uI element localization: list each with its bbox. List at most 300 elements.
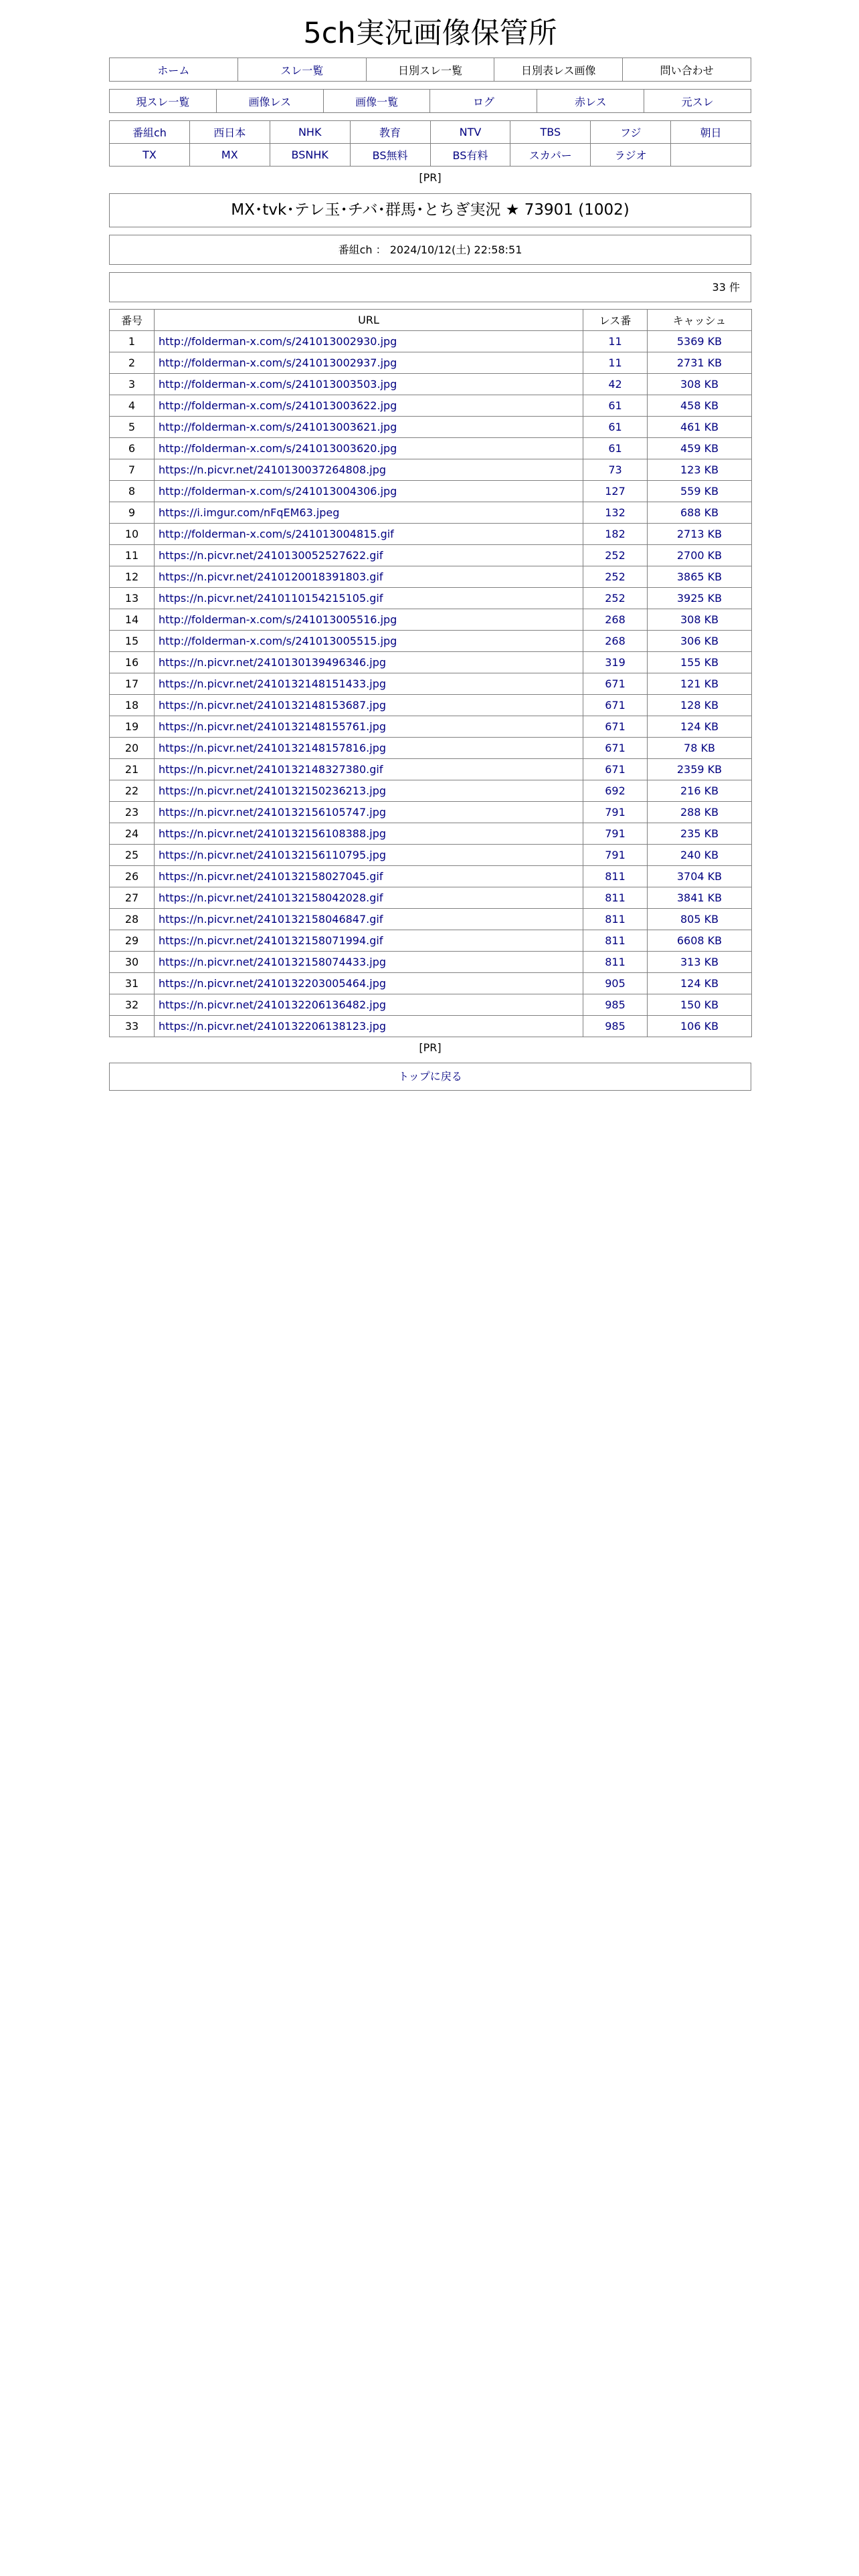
row-url-link[interactable]: http://folderman-x.com/s/241013005515.jpg — [159, 635, 397, 647]
row-url-cell[interactable] — [155, 866, 583, 887]
channel-link-bangumi[interactable]: 番組ch — [132, 126, 167, 139]
row-cache-size-cell[interactable] — [648, 524, 752, 545]
row-num-cell: 23 — [110, 802, 155, 823]
row-cache-size-cell[interactable] — [648, 352, 752, 374]
row-res-num-link[interactable]: 11 — [608, 356, 622, 369]
row-res-num-cell[interactable] — [583, 802, 648, 823]
row-url-link[interactable]: https://n.picvr.net/2410132158071994.gif — [159, 934, 383, 947]
row-num-cell: 27 — [110, 887, 155, 909]
row-cache-size-link[interactable]: 461 KB — [680, 421, 719, 433]
row-cache-size-link[interactable]: 6608 KB — [676, 934, 723, 947]
row-cache-size-cell[interactable] — [648, 631, 752, 652]
nav2-item-current-threads[interactable] — [110, 90, 217, 113]
row-res-num-cell[interactable] — [583, 652, 648, 673]
nav-item-daily-red-res-images: 日別表レス画像 — [494, 58, 623, 82]
row-url-cell[interactable] — [155, 973, 583, 994]
row-url-link[interactable]: https://n.picvr.net/2410132158042028.gif — [159, 891, 383, 904]
row-res-num-link[interactable]: 182 — [605, 528, 626, 540]
channel-nav — [109, 120, 751, 167]
table-row — [110, 331, 752, 352]
table-row — [110, 524, 752, 545]
table-row — [110, 952, 752, 973]
row-cache-size-cell[interactable] — [648, 952, 752, 973]
row-url-cell[interactable] — [155, 1016, 583, 1037]
row-cache-size-link[interactable]: 458 KB — [680, 399, 719, 412]
channel-cell[interactable] — [430, 144, 510, 167]
row-res-num-cell[interactable] — [583, 994, 648, 1016]
row-url-cell[interactable] — [155, 994, 583, 1016]
channel-cell[interactable] — [510, 144, 591, 167]
row-url-cell[interactable] — [155, 438, 583, 459]
row-num-cell: 5 — [110, 417, 155, 438]
channel-link-bs-paid[interactable]: BS有料 — [452, 149, 488, 162]
row-url-link[interactable]: https://n.picvr.net/2410132156108388.jpg — [159, 827, 387, 840]
channel-link-nishinihon[interactable]: 西日本 — [213, 126, 246, 139]
row-res-num-cell[interactable] — [583, 395, 648, 417]
row-num-cell: 24 — [110, 823, 155, 845]
header-num: 番号 — [110, 310, 155, 331]
row-url-link[interactable]: https://n.picvr.net/2410120018391803.gif — [159, 570, 383, 583]
row-url-cell[interactable] — [155, 566, 583, 588]
row-res-num-link[interactable]: 811 — [605, 934, 626, 947]
nav2-link-current-threads[interactable]: 現スレ一覧 — [136, 95, 190, 108]
row-num-cell: 3 — [110, 374, 155, 395]
pr-label: [PR] — [419, 1041, 442, 1054]
row-cache-size-cell[interactable] — [648, 673, 752, 695]
row-num-cell: 25 — [110, 845, 155, 866]
row-cache-size-link[interactable]: 78 KB — [684, 742, 715, 754]
table-row — [110, 823, 752, 845]
row-url-link[interactable]: https://n.picvr.net/2410130037264808.jpg — [159, 463, 387, 476]
row-url-cell[interactable] — [155, 930, 583, 952]
row-url-cell[interactable] — [155, 673, 583, 695]
table-row — [110, 930, 752, 952]
row-res-num-cell[interactable] — [583, 973, 648, 994]
row-res-num-link[interactable]: 671 — [605, 720, 626, 733]
nav2-item-red-res[interactable] — [537, 90, 644, 113]
thread-info — [109, 235, 751, 265]
nav2-link-image-list[interactable]: 画像一覧 — [355, 95, 399, 108]
channel-link-bs-free[interactable]: BS無料 — [372, 149, 408, 162]
row-url-link[interactable]: https://n.picvr.net/2410132206136482.jpg — [159, 998, 387, 1011]
row-cache-size-cell[interactable] — [648, 566, 752, 588]
row-url-link[interactable]: https://n.picvr.net/2410132206138123.jpg — [159, 1020, 387, 1033]
channel-row-1 — [110, 121, 751, 144]
row-cache-size-link[interactable]: 128 KB — [680, 699, 719, 712]
row-cache-size-cell[interactable] — [648, 716, 752, 738]
row-res-num-link[interactable]: 905 — [605, 977, 626, 990]
row-cache-size-cell[interactable] — [648, 973, 752, 994]
row-cache-size-link[interactable]: 288 KB — [680, 806, 719, 819]
nav-item-home[interactable] — [110, 58, 238, 82]
row-url-link[interactable]: https://n.picvr.net/2410132148327380.gif — [159, 763, 383, 776]
table-row — [110, 759, 752, 780]
channel-cell[interactable] — [510, 121, 591, 144]
image-table-header — [110, 310, 752, 331]
row-res-num-cell[interactable] — [583, 417, 648, 438]
nav-link-thread-list[interactable]: スレ一覧 — [280, 64, 324, 77]
row-url-cell[interactable] — [155, 609, 583, 631]
row-cache-size-cell[interactable] — [648, 481, 752, 502]
row-cache-size-link[interactable]: 3925 KB — [676, 592, 723, 605]
row-num-cell: 16 — [110, 652, 155, 673]
row-res-num-cell[interactable] — [583, 909, 648, 930]
row-res-num-cell[interactable] — [583, 502, 648, 524]
row-cache-size-cell[interactable] — [648, 780, 752, 802]
row-res-num-cell[interactable] — [583, 481, 648, 502]
nav2-link-image-res[interactable]: 画像レス — [248, 95, 291, 108]
row-res-num-link[interactable]: 671 — [605, 763, 626, 776]
row-res-num-cell[interactable] — [583, 459, 648, 481]
row-res-num-link[interactable]: 692 — [605, 784, 626, 797]
table-row — [110, 652, 752, 673]
row-url-cell[interactable] — [155, 652, 583, 673]
row-res-num-link[interactable]: 791 — [605, 827, 626, 840]
row-url-link[interactable]: https://n.picvr.net/2410132158074433.jpg — [159, 956, 387, 968]
row-url-link[interactable]: https://n.picvr.net/2410132148155761.jpg — [159, 720, 387, 733]
table-row — [110, 502, 752, 524]
row-res-num-cell[interactable] — [583, 524, 648, 545]
row-cache-size-cell[interactable] — [648, 502, 752, 524]
row-cache-size-link[interactable]: 308 KB — [680, 378, 719, 391]
row-url-cell[interactable] — [155, 502, 583, 524]
info-separator: ： — [375, 243, 387, 256]
row-url-link[interactable]: http://folderman-x.com/s/241013004815.gif — [159, 528, 394, 540]
row-res-num-cell[interactable] — [583, 609, 648, 631]
row-cache-size-cell[interactable] — [648, 374, 752, 395]
row-url-link[interactable]: https://n.picvr.net/2410132148151433.jpg — [159, 677, 387, 690]
channel-link-asahi[interactable]: 朝日 — [700, 126, 722, 139]
row-url-link[interactable]: https://n.picvr.net/2410132158046847.gif — [159, 913, 383, 926]
channel-link-mx[interactable]: MX — [221, 148, 238, 161]
row-cache-size-link[interactable]: 3704 KB — [676, 870, 723, 883]
row-res-num-cell[interactable] — [583, 845, 648, 866]
row-cache-size-link[interactable]: 124 KB — [680, 720, 719, 733]
row-res-num-link[interactable]: 791 — [605, 806, 626, 819]
row-cache-size-link[interactable]: 2700 KB — [676, 549, 723, 562]
row-url-link[interactable]: https://n.picvr.net/2410130052527622.gif — [159, 549, 383, 562]
channel-cell[interactable] — [591, 121, 671, 144]
row-cache-size-link[interactable]: 2359 KB — [676, 763, 723, 776]
row-url-cell[interactable] — [155, 417, 583, 438]
row-num-cell: 13 — [110, 588, 155, 609]
row-num-cell: 33 — [110, 1016, 155, 1037]
row-cache-size-cell[interactable] — [648, 438, 752, 459]
row-res-num-link[interactable]: 127 — [605, 485, 626, 498]
row-url-cell[interactable] — [155, 759, 583, 780]
row-cache-size-link[interactable]: 2713 KB — [676, 528, 723, 540]
row-cache-size-link[interactable]: 306 KB — [680, 635, 719, 647]
row-num-cell: 31 — [110, 973, 155, 994]
row-res-num-cell[interactable] — [583, 566, 648, 588]
channel-row-2 — [110, 144, 751, 167]
table-row — [110, 994, 752, 1016]
row-num-cell: 1 — [110, 331, 155, 352]
row-num-cell: 14 — [110, 609, 155, 631]
row-cache-size-link[interactable]: 559 KB — [680, 485, 719, 498]
table-row — [110, 438, 752, 459]
nav2-link-source-thread[interactable]: 元スレ — [681, 95, 714, 108]
row-res-num-link[interactable]: 811 — [605, 956, 626, 968]
row-url-link[interactable]: https://n.picvr.net/2410130139496346.jpg — [159, 656, 387, 669]
row-cache-size-cell[interactable] — [648, 738, 752, 759]
row-res-num-link[interactable]: 61 — [608, 421, 622, 433]
row-res-num-link[interactable]: 268 — [605, 635, 626, 647]
row-cache-size-cell[interactable] — [648, 845, 752, 866]
row-url-cell[interactable] — [155, 331, 583, 352]
row-cache-size-link[interactable]: 235 KB — [680, 827, 719, 840]
channel-link-tbs[interactable]: TBS — [540, 126, 561, 138]
channel-link-radio[interactable]: ラジオ — [614, 149, 647, 162]
row-res-num-cell[interactable] — [583, 1016, 648, 1037]
row-url-link[interactable]: http://folderman-x.com/s/241013003620.jpg — [159, 442, 397, 455]
channel-link-bsnhk[interactable]: BSNHK — [291, 148, 328, 161]
row-cache-size-cell[interactable] — [648, 695, 752, 716]
row-url-link[interactable]: http://folderman-x.com/s/241013003503.jpg — [159, 378, 397, 391]
row-url-link[interactable]: https://n.picvr.net/2410132156105747.jpg — [159, 806, 387, 819]
back-to-top-box — [109, 1063, 751, 1091]
channel-cell[interactable] — [350, 121, 430, 144]
row-res-num-link[interactable]: 811 — [605, 870, 626, 883]
row-url-cell[interactable] — [155, 952, 583, 973]
row-cache-size-cell[interactable] — [648, 459, 752, 481]
site-title: 5ch実況画像保管所 — [303, 17, 557, 50]
row-url-cell[interactable] — [155, 481, 583, 502]
row-res-num-link[interactable]: 61 — [608, 399, 622, 412]
row-res-num-cell[interactable] — [583, 930, 648, 952]
row-cache-size-link[interactable]: 240 KB — [680, 849, 719, 861]
nav2-link-log[interactable]: ログ — [472, 95, 494, 108]
row-cache-size-cell[interactable] — [648, 652, 752, 673]
row-num-cell: 7 — [110, 459, 155, 481]
row-cache-size-link[interactable]: 150 KB — [680, 998, 719, 1011]
row-res-num-cell[interactable] — [583, 823, 648, 845]
row-res-num-link[interactable]: 252 — [605, 570, 626, 583]
thread-datetime: 2024/10/12(土) 22:58:51 — [389, 243, 522, 256]
nav2-link-red-res[interactable]: 赤レス — [574, 95, 607, 108]
nav-item-daily-thread-list: 日別スレ一覧 — [366, 58, 494, 82]
channel-link-skyperfect[interactable]: スカパー — [529, 149, 572, 162]
row-res-num-link[interactable]: 268 — [605, 613, 626, 626]
row-res-num-link[interactable]: 11 — [608, 335, 622, 348]
row-res-num-cell[interactable] — [583, 738, 648, 759]
row-cache-size-link[interactable]: 124 KB — [680, 977, 719, 990]
row-url-cell[interactable] — [155, 909, 583, 930]
nav-item-thread-list[interactable] — [237, 58, 366, 82]
row-url-cell[interactable] — [155, 823, 583, 845]
channel-link-nhk[interactable]: NHK — [298, 126, 322, 138]
row-res-num-cell[interactable] — [583, 695, 648, 716]
table-row — [110, 374, 752, 395]
row-url-cell[interactable] — [155, 887, 583, 909]
channel-cell[interactable] — [270, 144, 350, 167]
row-url-link[interactable]: https://n.picvr.net/2410132156110795.jpg — [159, 849, 387, 861]
row-cache-size-link[interactable]: 308 KB — [680, 613, 719, 626]
row-res-num-link[interactable]: 252 — [605, 592, 626, 605]
table-row — [110, 588, 752, 609]
row-cache-size-link[interactable]: 805 KB — [680, 913, 719, 926]
row-num-cell: 9 — [110, 502, 155, 524]
row-url-cell[interactable] — [155, 631, 583, 652]
row-cache-size-cell[interactable] — [648, 909, 752, 930]
row-res-num-link[interactable]: 985 — [605, 1020, 626, 1033]
back-to-top-link[interactable]: トップに戻る — [398, 1070, 462, 1083]
nav-link-home[interactable]: ホーム — [157, 64, 190, 77]
row-res-num-cell[interactable] — [583, 673, 648, 695]
row-res-num-cell[interactable] — [583, 716, 648, 738]
nav2-item-log[interactable] — [430, 90, 537, 113]
row-url-link[interactable]: http://folderman-x.com/s/241013003621.jpg — [159, 421, 397, 433]
channel-link-ntv[interactable]: NTV — [459, 126, 482, 138]
table-row — [110, 887, 752, 909]
row-cache-size-cell[interactable] — [648, 994, 752, 1016]
channel-cell[interactable] — [350, 144, 430, 167]
row-url-link[interactable]: http://folderman-x.com/s/241013002930.jpg — [159, 335, 397, 348]
row-res-num-link[interactable]: 985 — [605, 998, 626, 1011]
channel-cell[interactable] — [671, 121, 751, 144]
channel-cell-empty — [671, 144, 751, 167]
board-label: 番組ch — [338, 243, 373, 256]
table-row — [110, 481, 752, 502]
row-res-num-cell[interactable] — [583, 331, 648, 352]
row-res-num-link[interactable]: 319 — [605, 656, 626, 669]
row-res-num-link[interactable]: 671 — [605, 742, 626, 754]
row-url-cell[interactable] — [155, 459, 583, 481]
channel-link-kyoiku[interactable]: 教育 — [379, 126, 401, 139]
row-url-cell[interactable] — [155, 545, 583, 566]
row-url-link[interactable]: http://folderman-x.com/s/241013003622.jpg — [159, 399, 397, 412]
row-url-cell[interactable] — [155, 524, 583, 545]
row-url-cell[interactable] — [155, 352, 583, 374]
row-url-link[interactable]: https://n.picvr.net/2410132158027045.gif — [159, 870, 383, 883]
row-res-num-cell[interactable] — [583, 952, 648, 973]
row-res-num-cell[interactable] — [583, 374, 648, 395]
row-cache-size-link[interactable]: 2731 KB — [676, 356, 723, 369]
image-table — [109, 309, 752, 1037]
row-num-cell: 6 — [110, 438, 155, 459]
row-res-num-link[interactable]: 811 — [605, 913, 626, 926]
row-cache-size-cell[interactable] — [648, 417, 752, 438]
row-res-num-cell[interactable] — [583, 759, 648, 780]
row-cache-size-link[interactable]: 459 KB — [680, 442, 719, 455]
row-res-num-link[interactable]: 671 — [605, 677, 626, 690]
row-res-num-cell[interactable] — [583, 438, 648, 459]
row-cache-size-cell[interactable] — [648, 823, 752, 845]
row-url-cell[interactable] — [155, 695, 583, 716]
row-cache-size-cell[interactable] — [648, 545, 752, 566]
row-cache-size-cell[interactable] — [648, 759, 752, 780]
row-cache-size-cell[interactable] — [648, 802, 752, 823]
table-row — [110, 866, 752, 887]
row-res-num-cell[interactable] — [583, 352, 648, 374]
row-cache-size-cell[interactable] — [648, 588, 752, 609]
channel-cell[interactable] — [430, 121, 510, 144]
row-res-num-link[interactable]: 42 — [608, 378, 622, 391]
row-url-cell[interactable] — [155, 374, 583, 395]
row-res-num-cell[interactable] — [583, 631, 648, 652]
row-res-num-cell[interactable] — [583, 866, 648, 887]
row-url-link[interactable]: http://folderman-x.com/s/241013002937.jpg — [159, 356, 397, 369]
row-url-cell[interactable] — [155, 802, 583, 823]
row-url-link[interactable]: https://n.picvr.net/2410132148153687.jpg — [159, 699, 387, 712]
row-res-num-cell[interactable] — [583, 780, 648, 802]
row-num-cell: 19 — [110, 716, 155, 738]
row-cache-size-cell[interactable] — [648, 395, 752, 417]
channel-link-tx[interactable]: TX — [142, 148, 157, 161]
table-row — [110, 1016, 752, 1037]
row-res-num-cell[interactable] — [583, 545, 648, 566]
row-res-num-link[interactable]: 671 — [605, 699, 626, 712]
row-url-cell[interactable] — [155, 395, 583, 417]
row-cache-size-link[interactable]: 3865 KB — [676, 570, 723, 583]
nav2-item-image-res[interactable] — [216, 90, 323, 113]
row-cache-size-cell[interactable] — [648, 887, 752, 909]
row-res-num-link[interactable]: 61 — [608, 442, 622, 455]
channel-cell[interactable] — [110, 121, 190, 144]
nav2-item-source-thread[interactable] — [644, 90, 751, 113]
row-num-cell: 10 — [110, 524, 155, 545]
channel-cell[interactable] — [591, 144, 671, 167]
row-cache-size-link[interactable]: 5369 KB — [676, 335, 723, 348]
row-cache-size-cell[interactable] — [648, 1016, 752, 1037]
channel-cell[interactable] — [189, 121, 270, 144]
table-row — [110, 395, 752, 417]
channel-link-fuji[interactable]: フジ — [620, 126, 642, 139]
row-res-num-link[interactable]: 252 — [605, 549, 626, 562]
row-res-num-cell[interactable] — [583, 588, 648, 609]
channel-cell[interactable] — [270, 121, 350, 144]
row-cache-size-link[interactable]: 121 KB — [680, 677, 719, 690]
row-cache-size-link[interactable]: 3841 KB — [676, 891, 723, 904]
row-res-num-link[interactable]: 791 — [605, 849, 626, 861]
row-cache-size-link[interactable]: 123 KB — [680, 463, 719, 476]
row-url-link[interactable]: http://folderman-x.com/s/241013005516.jpg — [159, 613, 397, 626]
row-cache-size-link[interactable]: 155 KB — [680, 656, 719, 669]
channel-cell[interactable] — [110, 144, 190, 167]
table-row — [110, 780, 752, 802]
row-url-cell[interactable] — [155, 780, 583, 802]
row-cache-size-cell[interactable] — [648, 930, 752, 952]
row-url-cell[interactable] — [155, 845, 583, 866]
row-res-num-cell[interactable] — [583, 887, 648, 909]
row-url-link[interactable]: https://n.picvr.net/2410110154215105.gif — [159, 592, 383, 605]
nav2-item-image-list[interactable] — [323, 90, 430, 113]
row-url-cell[interactable] — [155, 588, 583, 609]
row-url-link[interactable]: https://n.picvr.net/2410132150236213.jpg — [159, 784, 387, 797]
row-num-cell: 18 — [110, 695, 155, 716]
channel-cell[interactable] — [189, 144, 270, 167]
row-cache-size-link[interactable]: 688 KB — [680, 506, 719, 519]
row-res-num-link[interactable]: 811 — [605, 891, 626, 904]
row-cache-size-link[interactable]: 106 KB — [680, 1020, 719, 1033]
row-url-cell[interactable] — [155, 738, 583, 759]
header-res: レス番 — [583, 310, 648, 331]
row-cache-size-link[interactable]: 216 KB — [680, 784, 719, 797]
row-cache-size-link[interactable]: 313 KB — [680, 956, 719, 968]
row-res-num-link[interactable]: 132 — [605, 506, 626, 519]
row-url-link[interactable]: https://i.imgur.com/nFqEM63.jpeg — [159, 506, 340, 519]
row-cache-size-cell[interactable] — [648, 866, 752, 887]
row-num-cell: 11 — [110, 545, 155, 566]
row-cache-size-cell[interactable] — [648, 331, 752, 352]
row-url-link[interactable]: https://n.picvr.net/2410132148157816.jpg — [159, 742, 387, 754]
row-cache-size-cell[interactable] — [648, 609, 752, 631]
row-res-num-link[interactable]: 73 — [608, 463, 622, 476]
row-url-cell[interactable] — [155, 716, 583, 738]
row-url-link[interactable]: https://n.picvr.net/2410132203005464.jpg — [159, 977, 387, 990]
row-num-cell: 15 — [110, 631, 155, 652]
row-url-link[interactable]: http://folderman-x.com/s/241013004306.jpg — [159, 485, 397, 498]
